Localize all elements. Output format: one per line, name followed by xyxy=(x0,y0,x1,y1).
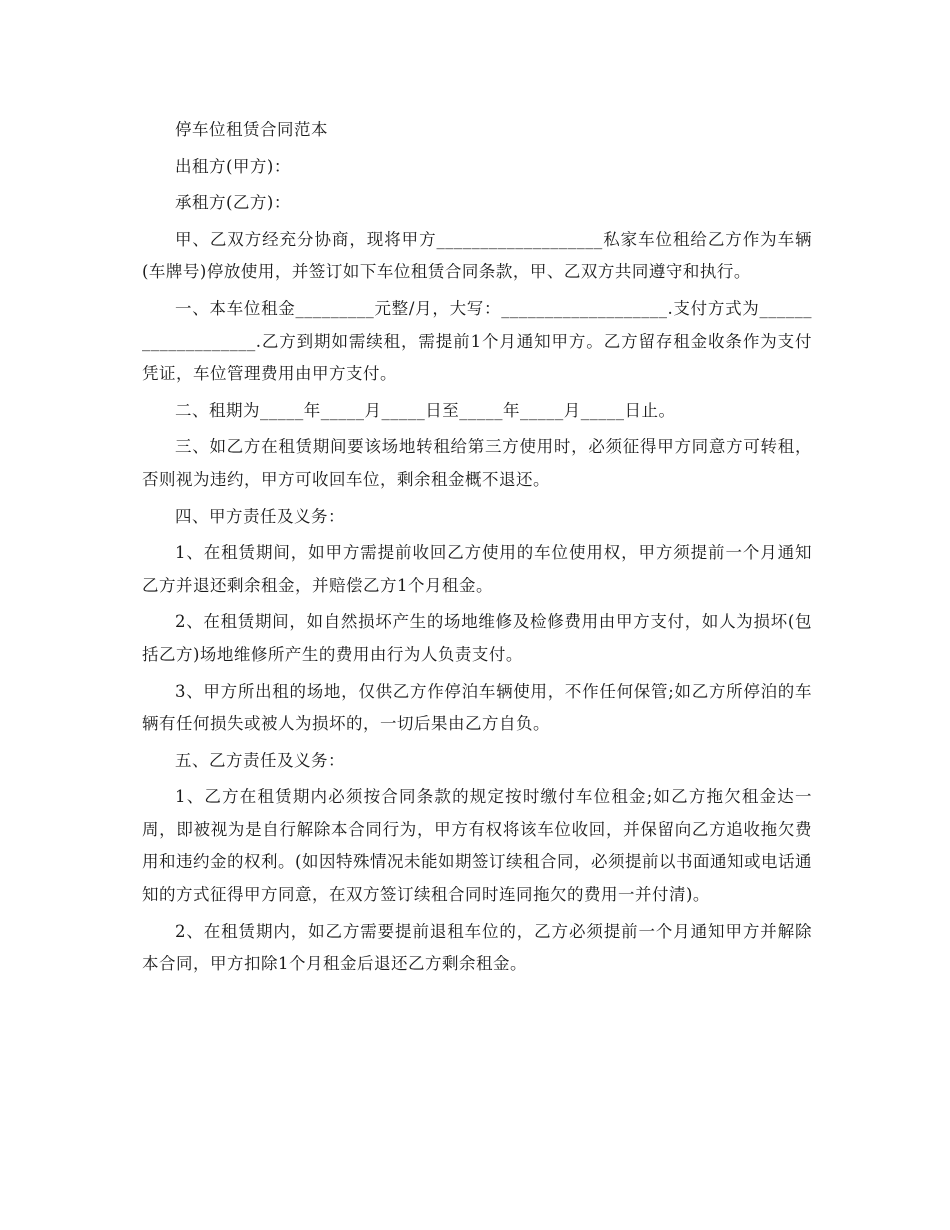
party-a-duty-3: 3、甲方所出租的场地，仅供乙方作停泊车辆使用，不作任何保管;如乙方所停泊的车辆有任何损失或被人为损坏的，一切后果由乙方自负。 xyxy=(142,681,812,734)
clause-term: 二、租期为_____年_____月_____日至_____年_____月_____日止。 xyxy=(175,400,676,420)
preamble-paragraph: 甲、乙双方经充分协商，现将甲方___________________私家车位租给乙方作为车辆(车牌号)停放使用，并签订如下车位租赁合同条款，甲、乙双方共同遵守和执行。 xyxy=(142,229,812,282)
party-b-line: 承租方(乙方)： xyxy=(175,193,291,213)
document-title: 停车位租赁合同范本 xyxy=(175,120,328,139)
party-b-duty-1: 1、乙方在租赁期内必须按合同条款的规定按时缴付车位租金;如乙方拖欠租金达一周，即被视为是自行解除本合同行为，甲方有权将该车位收回，并保留向乙方追收拖欠费用和违约金的权利。(如因特殊情况未能如期签订续租合同，必须提前以书面通知或电话通知的方式征得甲方同意，在双方签订续租合同时连同拖欠的费用一并付清)。 xyxy=(142,787,812,905)
clause-rent: 一、本车位租金_________元整/月，大写：___________________.支付方式为___________________.乙方到期如需续租，需提前1个月通知甲方。乙方留存租金收条作为支付凭证，车位管理费用由甲方支付。 xyxy=(142,298,812,384)
party-a-duty-2: 2、在租赁期间，如自然损坏产生的场地维修及检修费用由甲方支付，如人为损坏(包括乙方)场地维修所产生的费用由行为人负责支付。 xyxy=(142,612,812,664)
clause-sublease: 三、如乙方在租赁期间要该场地转租给第三方使用时，必须征得甲方同意方可转租，否则视为违约，甲方可收回车位，剩余租金概不退还。 xyxy=(142,437,812,489)
party-a-duty-1: 1、在租赁期间，如甲方需提前收回乙方使用的车位使用权，甲方须提前一个月通知乙方并退还剩余租金，并赔偿乙方1个月租金。 xyxy=(142,543,812,595)
section-heading-party-a: 四、甲方责任及义务： xyxy=(175,506,345,526)
party-a-line: 出租方(甲方)： xyxy=(175,156,291,176)
party-b-duty-2: 2、在租赁期内，如乙方需要提前退租车位的，乙方必须提前一个月通知甲方并解除本合同，甲方扣除1个月租金后退还乙方剩余租金。 xyxy=(142,921,812,974)
document-body xyxy=(142,114,812,985)
section-heading-party-b: 五、乙方责任及义务： xyxy=(175,750,345,770)
